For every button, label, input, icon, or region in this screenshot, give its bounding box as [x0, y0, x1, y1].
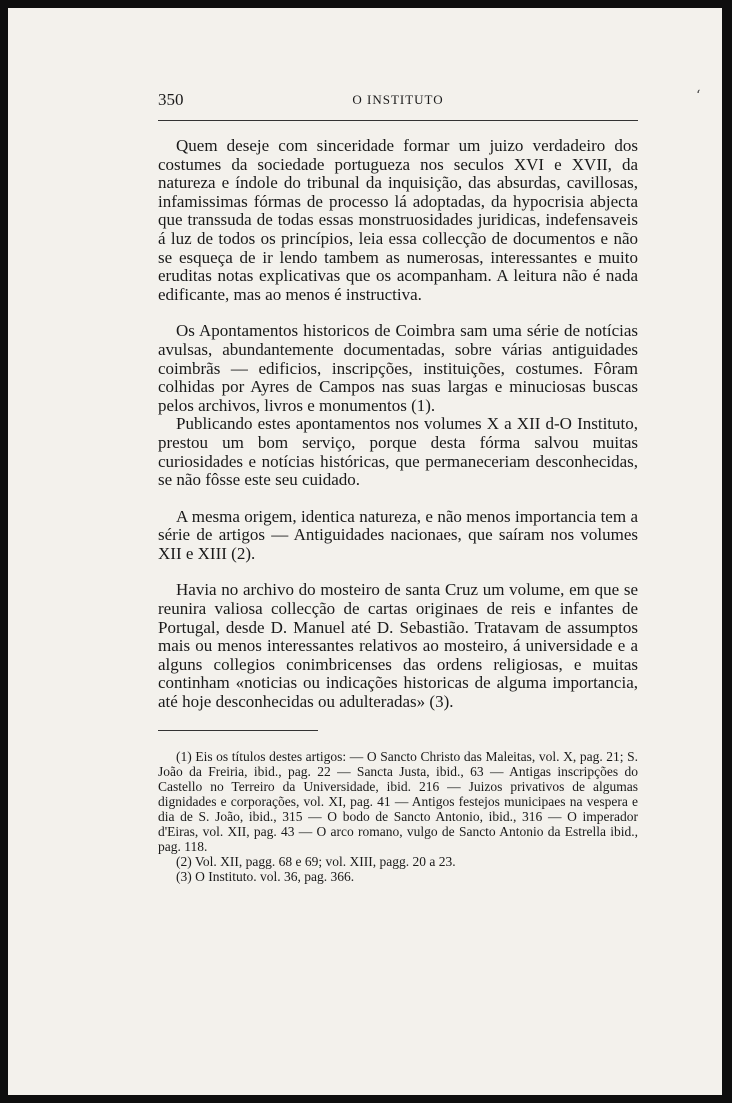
footnote-rule: [158, 730, 318, 731]
paragraph-3: Publicando estes apontamentos nos volumes X a XII d-O Instituto, prestou um bom serviço, porque desta fórma salvou muitas curiosidades e notícias históricas, que permaneceriam desconhecidas, se não fôsse este seu cuidado.: [158, 414, 638, 490]
paragraph-2: Os Apontamentos historicos de Coimbra sam uma série de notícias avulsas, abundantemente documentadas, sobre várias antiguidades coimbrãs — edificios, inscripções, instituições, costumes. Fôram colhidas por Ayres de Campos nas suas largas e minuciosas buscas pelos archivos, livros e monumentos (1).: [158, 321, 638, 415]
running-head: [158, 90, 638, 112]
running-title: O INSTITUTO: [352, 92, 444, 107]
footnote-2: (2) Vol. XII, pagg. 68 e 69; vol. XIII, pagg. 20 a 23.: [176, 853, 456, 869]
book-page: [8, 8, 722, 1095]
paragraph-4: A mesma origem, identica natureza, e não menos importancia tem a série de artigos — Antiguidades nacionaes, que saíram nos volumes XII e XIII (2).: [158, 506, 638, 563]
page-content: [158, 90, 638, 884]
paragraph-5: Havia no archivo do mosteiro de santa Cruz um volume, em que se reunira valiosa collecção de cartas originaes de reis e infantes de Portugal, desde D. Manuel até D. Sebastião. Tratavam de assumptos mais ou menos interessantes relativos ao mosteiro, á universidade e a alguns collegios conimbricenses das ordens religiosas, e muitas continham «noticias ou indicações historicas de alguma importancia, até hoje desconhecidas ou adulteradas» (3).: [158, 580, 638, 712]
footnote-3: (3) O Instituto. vol. 36, pag. 366.: [176, 868, 355, 884]
paragraph-1: Quem deseje com sinceridade formar um juizo verdadeiro dos costumes da sociedade portugueza nos seculos XVI e XVII, da natureza e índole do tribunal da inquisição, das absurdas, cavillosas, infamissimas fórmas de processo lá adoptadas, da hypocrisia abjecta que transsuda de todas essas monstruosidades juridicas, indefensaveis á luz de todos os princípios, leia essa collecção de documentos e não se esqueça de ir lendo tambem as numerosas, interessantes e muito eruditas notas explicativas que os acompanham. A leitura não é nada edificante, mas ao menos é instructiva.: [158, 136, 638, 304]
footnote-1: (1) Eis os títulos destes artigos: — O Sancto Christo das Maleitas, vol. X, pag. 21; S. João da Freiria, ibid., pag. 22 — Sancta Justa, ibid., 63 — Antigas inscripções do Castello no Terreiro da Universidade, ibid. 216 — Juizos privativos de algumas dignidades e corporações, vol. XI, pag. 41 — Antigos festejos municipaes na vespera e dia de S. João, ibid., 315 — O bodo de Sancto Antonio, ibid., 316 — O imperador d'Eiras, vol. XII, pag. 43 — O arco romano, vulgo de Sancto Antonio da Estrella ibid., pag. 118.: [158, 748, 638, 854]
page-mark: ‘: [696, 88, 701, 104]
page-number: 350: [158, 90, 184, 109]
header-rule: [158, 120, 638, 121]
